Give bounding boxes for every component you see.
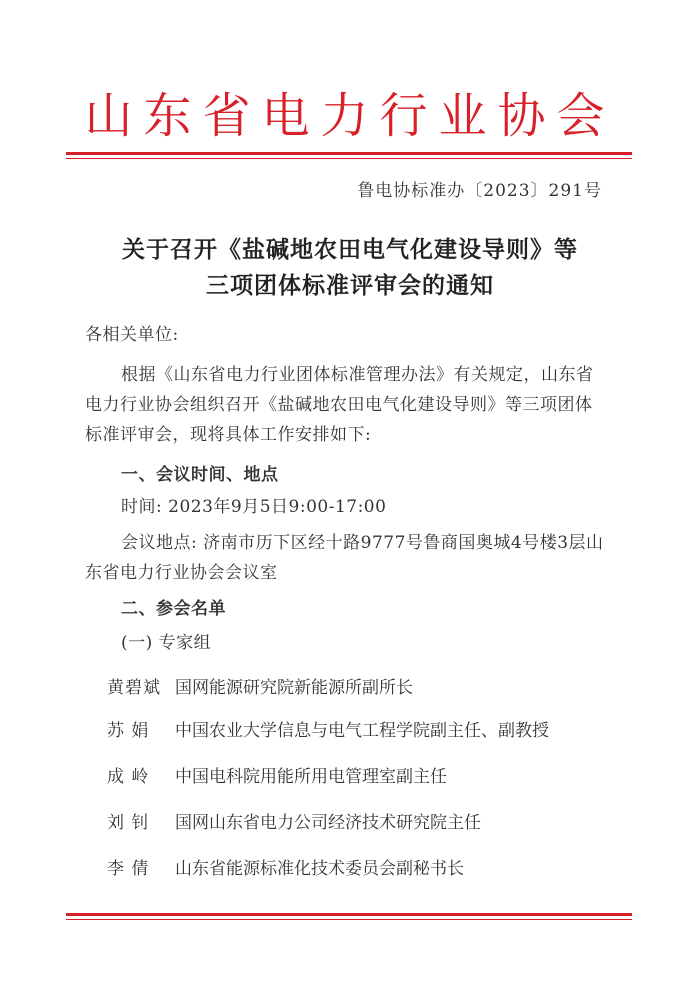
expert-role: 国网能源研究院新能源所副所长 [175,678,413,698]
expert-row [107,854,607,884]
section1-heading: 一、会议时间、地点 [121,465,279,485]
expert-role: 中国农业大学信息与电气工程学院副主任、副教授 [175,721,549,741]
meeting-time: 时间: 2023年9月5日9:00-17:00 [121,497,387,517]
expert-role: 山东省能源标准化技术委员会副秘书长 [175,859,464,879]
section2-heading: 二、参会名单 [121,599,226,619]
intro-paragraph: 根据《山东省电力行业团体标准管理办法》有关规定，山东省电力行业协会组织召开《盐碱地农田电气化建设导则》等三项团体标准评审会，现将具体工作安排如下: [85,365,594,445]
expert-name: 黄碧斌 [107,678,161,698]
document-title-line1: 关于召开《盐碱地农田电气化建设导则》等 [122,236,578,263]
expert-name: 刘 钊 [107,813,150,833]
header-divider-thin [66,158,632,159]
expert-name: 李 倩 [107,859,150,879]
expert-row [107,762,607,792]
footer-divider-thick [66,913,632,916]
subsection1-heading: (一) 专家组 [121,633,212,653]
expert-name: 成 岭 [107,767,150,787]
document-title [0,232,700,304]
expert-row [107,673,607,703]
expert-name: 苏 娟 [107,721,150,741]
footer-divider-thin [66,919,632,920]
expert-row [107,716,607,746]
salutation: 各相关单位: [85,325,179,345]
meeting-location: 会议地点: 济南市历下区经十路9777号鲁商国奥城4号楼3层山东省电力行业协会会议室 [85,533,604,583]
expert-row [107,808,607,838]
header-divider-thick [66,152,632,155]
document-number: 鲁电协标准办〔2023〕291号 [357,181,602,201]
org-letterhead-title: 山东省电力行业协会 [84,88,616,144]
expert-role: 国网山东省电力公司经济技术研究院主任 [175,813,481,833]
expert-role: 中国电科院用能所用电管理室副主任 [175,767,447,787]
document-title-line2: 三项团体标准评审会的通知 [206,272,494,299]
